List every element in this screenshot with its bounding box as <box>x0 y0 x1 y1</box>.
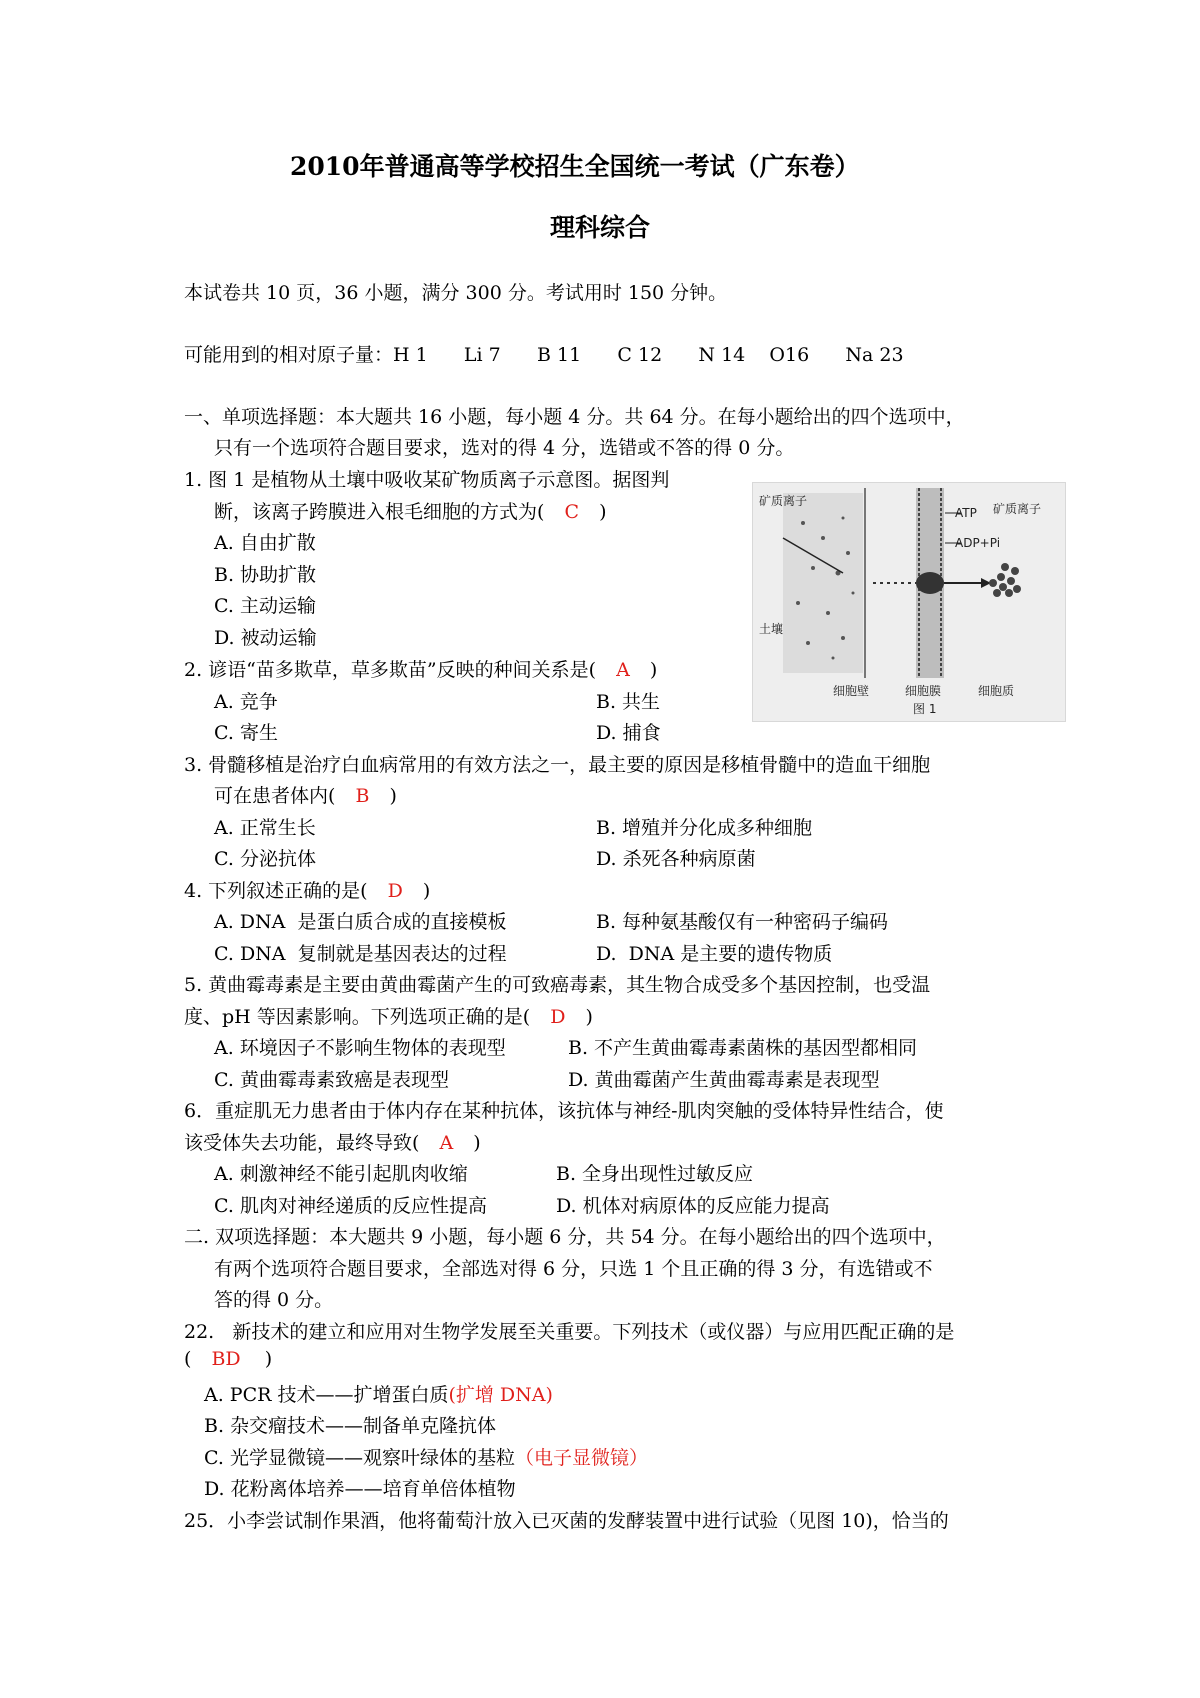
section2-heading-cont2: 答的得 0 分。 <box>214 1289 334 1311</box>
section2-heading: 二. 双项选择题：本大题共 9 小题，每小题 6 分，共 54 分。在每小题给出的四个选项中， <box>184 1226 946 1248</box>
q5-stem: 5. 黄曲霉毒素是主要由黄曲霉菌产生的可致癌毒素，其生物合成受多个基因控制，也受温 <box>184 974 931 996</box>
q6-answer: A <box>439 1132 454 1154</box>
q22-option-b: B. 杂交瘤技术——制备单克隆抗体 <box>204 1415 497 1437</box>
q6-close-paren: ) <box>473 1132 481 1154</box>
q22-stem: 22. 新技术的建立和应用对生物学发展至关重要。下列技术（或仪器）与应用匹配正确的是 <box>184 1321 955 1343</box>
q6-option-c: C. 肌肉对神经递质的反应性提高 <box>214 1195 487 1217</box>
q22-option-c <box>204 1443 648 1470</box>
q3-close-paren: ) <box>389 785 397 807</box>
q2-option-d: D. 捕食 <box>596 722 661 744</box>
figure-label-atp: ATP <box>955 506 977 520</box>
figure-label-membrane: 细胞膜 <box>905 684 942 698</box>
q3-option-c: C. 分泌抗体 <box>214 848 316 870</box>
q5-option-b: B. 不产生黄曲霉毒素菌株的基因型都相同 <box>568 1037 918 1059</box>
q5-answer: D <box>550 1006 566 1028</box>
q25-stem: 25．小李尝试制作果酒，他将葡萄汁放入已灭菌的发酵装置中进行试验（见图 10)，恰当的 <box>184 1510 949 1532</box>
q3-option-b: B. 增殖并分化成多种细胞 <box>596 817 813 839</box>
q6-option-d: D. 机体对病原体的反应能力提高 <box>556 1195 830 1217</box>
q1-option-d: D. 被动运输 <box>214 627 317 649</box>
q22-option-c-text: C. 光学显微镜——观察叶绿体的基粒 <box>204 1447 515 1469</box>
figure-label-cytoplasm: 细胞质 <box>978 684 1015 698</box>
atomic-masses: 可能用到的相对原子量：H 1 Li 7 B 11 C 12 N 14 O16 Na 23 <box>184 344 904 366</box>
q4-option-b: B. 每种氨基酸仅有一种密码子编码 <box>596 911 889 933</box>
q4-close-paren: ) <box>422 880 431 902</box>
section2-heading-cont: 有两个选项符合题目要求，全部选对得 6 分，只选 1 个且正确的得 3 分，有选错或不 <box>214 1258 933 1280</box>
q3-option-a: A. 正常生长 <box>214 817 316 839</box>
q22-option-a <box>204 1380 553 1407</box>
q2-close-paren: ) <box>649 659 658 681</box>
q1-stem-text: 断，该离子跨膜进入根毛细胞的方式为( <box>214 501 545 523</box>
figure-1-root-hair-ion-uptake <box>752 482 1066 722</box>
q6-stem-cont <box>184 1128 481 1155</box>
q1-option-c: C. 主动运输 <box>214 595 316 617</box>
q4-stem-text: 4. 下列叙述正确的是( <box>184 880 368 902</box>
q1-stem-cont <box>214 497 606 524</box>
q2-stem <box>184 655 657 682</box>
page-subtitle: 理科综合 <box>550 213 651 242</box>
figure-1-diagram <box>753 483 1065 721</box>
q5-option-a: A. 环境因子不影响生物体的表现型 <box>214 1037 506 1059</box>
page-title: 2010年普通高等学校招生全国统一考试（广东卷） <box>290 152 860 181</box>
figure-label-ion-left: 矿质离子 <box>759 494 808 508</box>
q3-stem: 3. 骨髓移植是治疗白血病常用的有效方法之一，最主要的原因是移植骨髓中的造血干细胞 <box>184 754 931 776</box>
q22-option-a-text: A. PCR 技术——扩增蛋白质 <box>204 1384 449 1406</box>
q5-stem-cont <box>184 1002 593 1029</box>
q6-stem: 6．重症肌无力患者由于体内存在某种抗体，该抗体与神经-肌肉突触的受体特异性结合，使 <box>184 1100 944 1122</box>
figure-label-adp: ADP+Pi <box>955 536 1001 550</box>
q22-option-a-note: (扩增 DNA) <box>448 1384 553 1406</box>
q3-stem-text: 可在患者体内( <box>214 785 336 807</box>
q4-option-c: C. DNA 复制就是基因表达的过程 <box>214 943 507 965</box>
q1-close-paren: ) <box>599 501 607 523</box>
figure-label-ion-right: 矿质离子 <box>993 502 1042 516</box>
q4-option-d: D. DNA 是主要的遗传物质 <box>596 943 833 965</box>
q5-option-d: D. 黄曲霉菌产生黄曲霉毒素是表现型 <box>568 1069 880 1091</box>
q22-answer: BD <box>211 1348 241 1370</box>
q2-answer: A <box>616 659 630 681</box>
q22-option-c-note: （电子显微镜） <box>514 1447 648 1469</box>
q1-option-a: A. 自由扩散 <box>214 532 316 554</box>
q4-option-a: A. DNA 是蛋白质合成的直接模板 <box>214 911 507 933</box>
q1-stem: 1. 图 1 是植物从土壤中吸收某矿物质离子示意图。据图判 <box>184 469 670 491</box>
q22-open-paren: ( <box>184 1348 192 1370</box>
q22-close-paren: ) <box>264 1348 273 1370</box>
section1-heading-cont: 只有一个选项符合题目要求，选对的得 4 分，选错或不答的得 0 分。 <box>214 437 795 459</box>
q2-option-b: B. 共生 <box>596 691 661 713</box>
exam-info: 本试卷共 10 页，36 小题，满分 300 分。考试用时 150 分钟。 <box>184 282 728 304</box>
q22-option-d: D. 花粉离体培养——培育单倍体植物 <box>204 1478 516 1500</box>
q4-stem <box>184 876 430 903</box>
section1-heading: 一、单项选择题：本大题共 16 小题，每小题 4 分。共 64 分。在每小题给出的四个选项中， <box>184 406 965 428</box>
q2-option-c: C. 寄生 <box>214 722 278 744</box>
q22-answer-line <box>184 1348 272 1370</box>
q2-option-a: A. 竞争 <box>214 691 278 713</box>
q3-stem-cont <box>214 781 397 808</box>
figure-label-cell-wall: 细胞壁 <box>833 684 870 698</box>
q6-stem-text: 该受体失去功能，最终导致( <box>184 1132 420 1154</box>
figure-label-soil: 土壤 <box>759 622 784 636</box>
q6-option-b: B. 全身出现性过敏反应 <box>556 1163 754 1185</box>
q2-stem-text: 2. 谚语“苗多欺草，草多欺苗”反映的种间关系是( <box>184 659 597 681</box>
q1-option-b: B. 协助扩散 <box>214 564 317 586</box>
q3-answer: B <box>355 785 370 807</box>
q5-stem-text: 度、pH 等因素影响。下列选项正确的是( <box>184 1006 531 1028</box>
q1-answer: C <box>564 501 580 523</box>
q4-answer: D <box>387 880 403 902</box>
figure-caption: 图 1 <box>913 702 937 716</box>
q5-close-paren: ) <box>585 1006 593 1028</box>
q3-option-d: D. 杀死各种病原菌 <box>596 848 756 870</box>
q6-option-a: A. 刺激神经不能引起肌肉收缩 <box>214 1163 468 1185</box>
q5-option-c: C. 黄曲霉毒素致癌是表现型 <box>214 1069 449 1091</box>
